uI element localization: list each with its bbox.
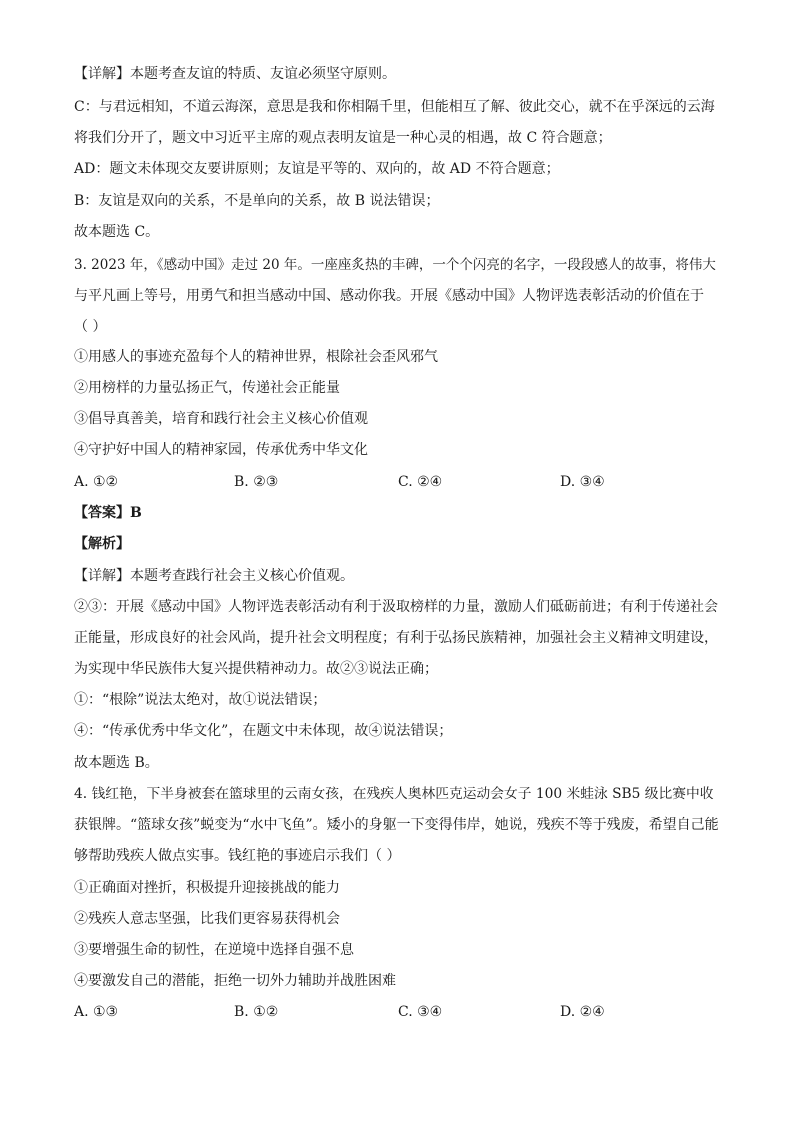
q4-option-b: B. ①② <box>234 1004 279 1020</box>
q2-option-c-line1: C：与君远相知，不道云海深，意思是我和你相隔千里，但能相互了解、彼此交心，就不在乎深远的云海 <box>74 99 715 115</box>
q3-item-1: ①用感人的事迹充盈每个人的精神世界，根除社会歪风邪气 <box>74 349 438 365</box>
q4-option-d: D. ②④ <box>560 1004 605 1020</box>
q2-option-b: B：友谊是双向的关系，不是单向的关系，故 B 说法错误； <box>74 193 440 209</box>
q3-option-d: D. ③④ <box>560 474 605 490</box>
q3-answer-paren: （ ） <box>74 319 107 335</box>
q4-item-2: ②残疾人意志坚强，比我们更容易获得机会 <box>74 911 340 927</box>
q2-option-c-line2: 将我们分开了，题文中习近平主席的观点表明友谊是一种心灵的相遇，故 C 符合题意； <box>74 130 612 146</box>
q2-detail: 【详解】本题考查友谊的特质、友谊必须坚守原则。 <box>74 66 396 82</box>
q4-item-1: ①正确面对挫折，积极提升迎接挑战的能力 <box>74 880 340 896</box>
q4-options <box>74 1002 724 1022</box>
q3-option-a: A. ①② <box>74 474 119 490</box>
q4-stem-line2: 获银牌。“篮球女孩”蜕变为“水中飞鱼”。矮小的身躯一下变得伟岸，她说，残疾不等于残废，希望自己能 <box>74 817 719 833</box>
q3-option-c: C. ②④ <box>398 474 443 490</box>
q3-item-2: ②用榜样的力量弘扬正气，传递社会正能量 <box>74 380 340 396</box>
q3-conclusion: 故本题选 B。 <box>74 755 159 771</box>
q3-explanation-line3: 为实现中华民族伟大复兴提供精神动力。故②③说法正确； <box>74 661 438 677</box>
q3-analysis-label: 【解析】 <box>74 536 130 552</box>
q3-explanation-item4: ④：“传承优秀中华文化”，在题文中未体现，故④说法错误； <box>74 723 453 739</box>
q3-stem-line2: 与平凡画上等号，用勇气和担当感动中国、感动你我。开展《感动中国》人物评选表彰活动的价值在于 <box>74 288 704 304</box>
q4-option-a: A. ①③ <box>74 1004 119 1020</box>
q4-stem-line3: 够帮助残疾人做点实事。钱红艳的事迹启示我们（ ） <box>74 848 401 864</box>
q3-detail: 【详解】本题考查践行社会主义核心价值观。 <box>74 568 354 584</box>
q3-options <box>74 472 724 492</box>
q3-explanation-line2: 正能量，形成良好的社会风尚，提升社会文明程度；有利于弘扬民族精神，加强社会主义精神文明建设， <box>74 630 718 646</box>
q4-stem-line1: 4. 钱红艳，下半身被套在篮球里的云南女孩，在残疾人奥林匹克运动会女子 100 米蛙泳 SB5 级比赛中收 <box>74 786 714 802</box>
q3-option-b: B. ②③ <box>234 474 279 490</box>
q3-item-3: ③倡导真善美，培育和践行社会主义核心价值观 <box>74 411 368 427</box>
q3-explanation-item1: ①：“根除”说法太绝对，故①说法错误； <box>74 692 327 708</box>
q3-item-4: ④守护好中国人的精神家园，传承优秀中华文化 <box>74 442 368 458</box>
q2-conclusion: 故本题选 C。 <box>74 224 160 240</box>
q4-item-4: ④要激发自己的潜能，拒绝一切外力辅助并战胜困难 <box>74 973 396 989</box>
q4-item-3: ③要增强生命的韧性，在逆境中选择自强不息 <box>74 942 354 958</box>
q2-option-ad: AD：题文未体现交友要讲原则；友谊是平等的、双向的，故 AD 不符合题意； <box>74 161 560 177</box>
q3-stem-line1: 3. 2023 年，《感动中国》走过 20 年。一座座炙热的丰碑，一个个闪亮的名字，一段段感人的故事，将伟大 <box>74 257 716 273</box>
q3-explanation-line1: ②③：开展《感动中国》人物评选表彰活动有利于汲取榜样的力量，激励人们砥砺前进；有利于传递社会 <box>74 599 718 615</box>
q3-answer: 【答案】B <box>74 505 142 521</box>
q4-option-c: C. ③④ <box>398 1004 443 1020</box>
